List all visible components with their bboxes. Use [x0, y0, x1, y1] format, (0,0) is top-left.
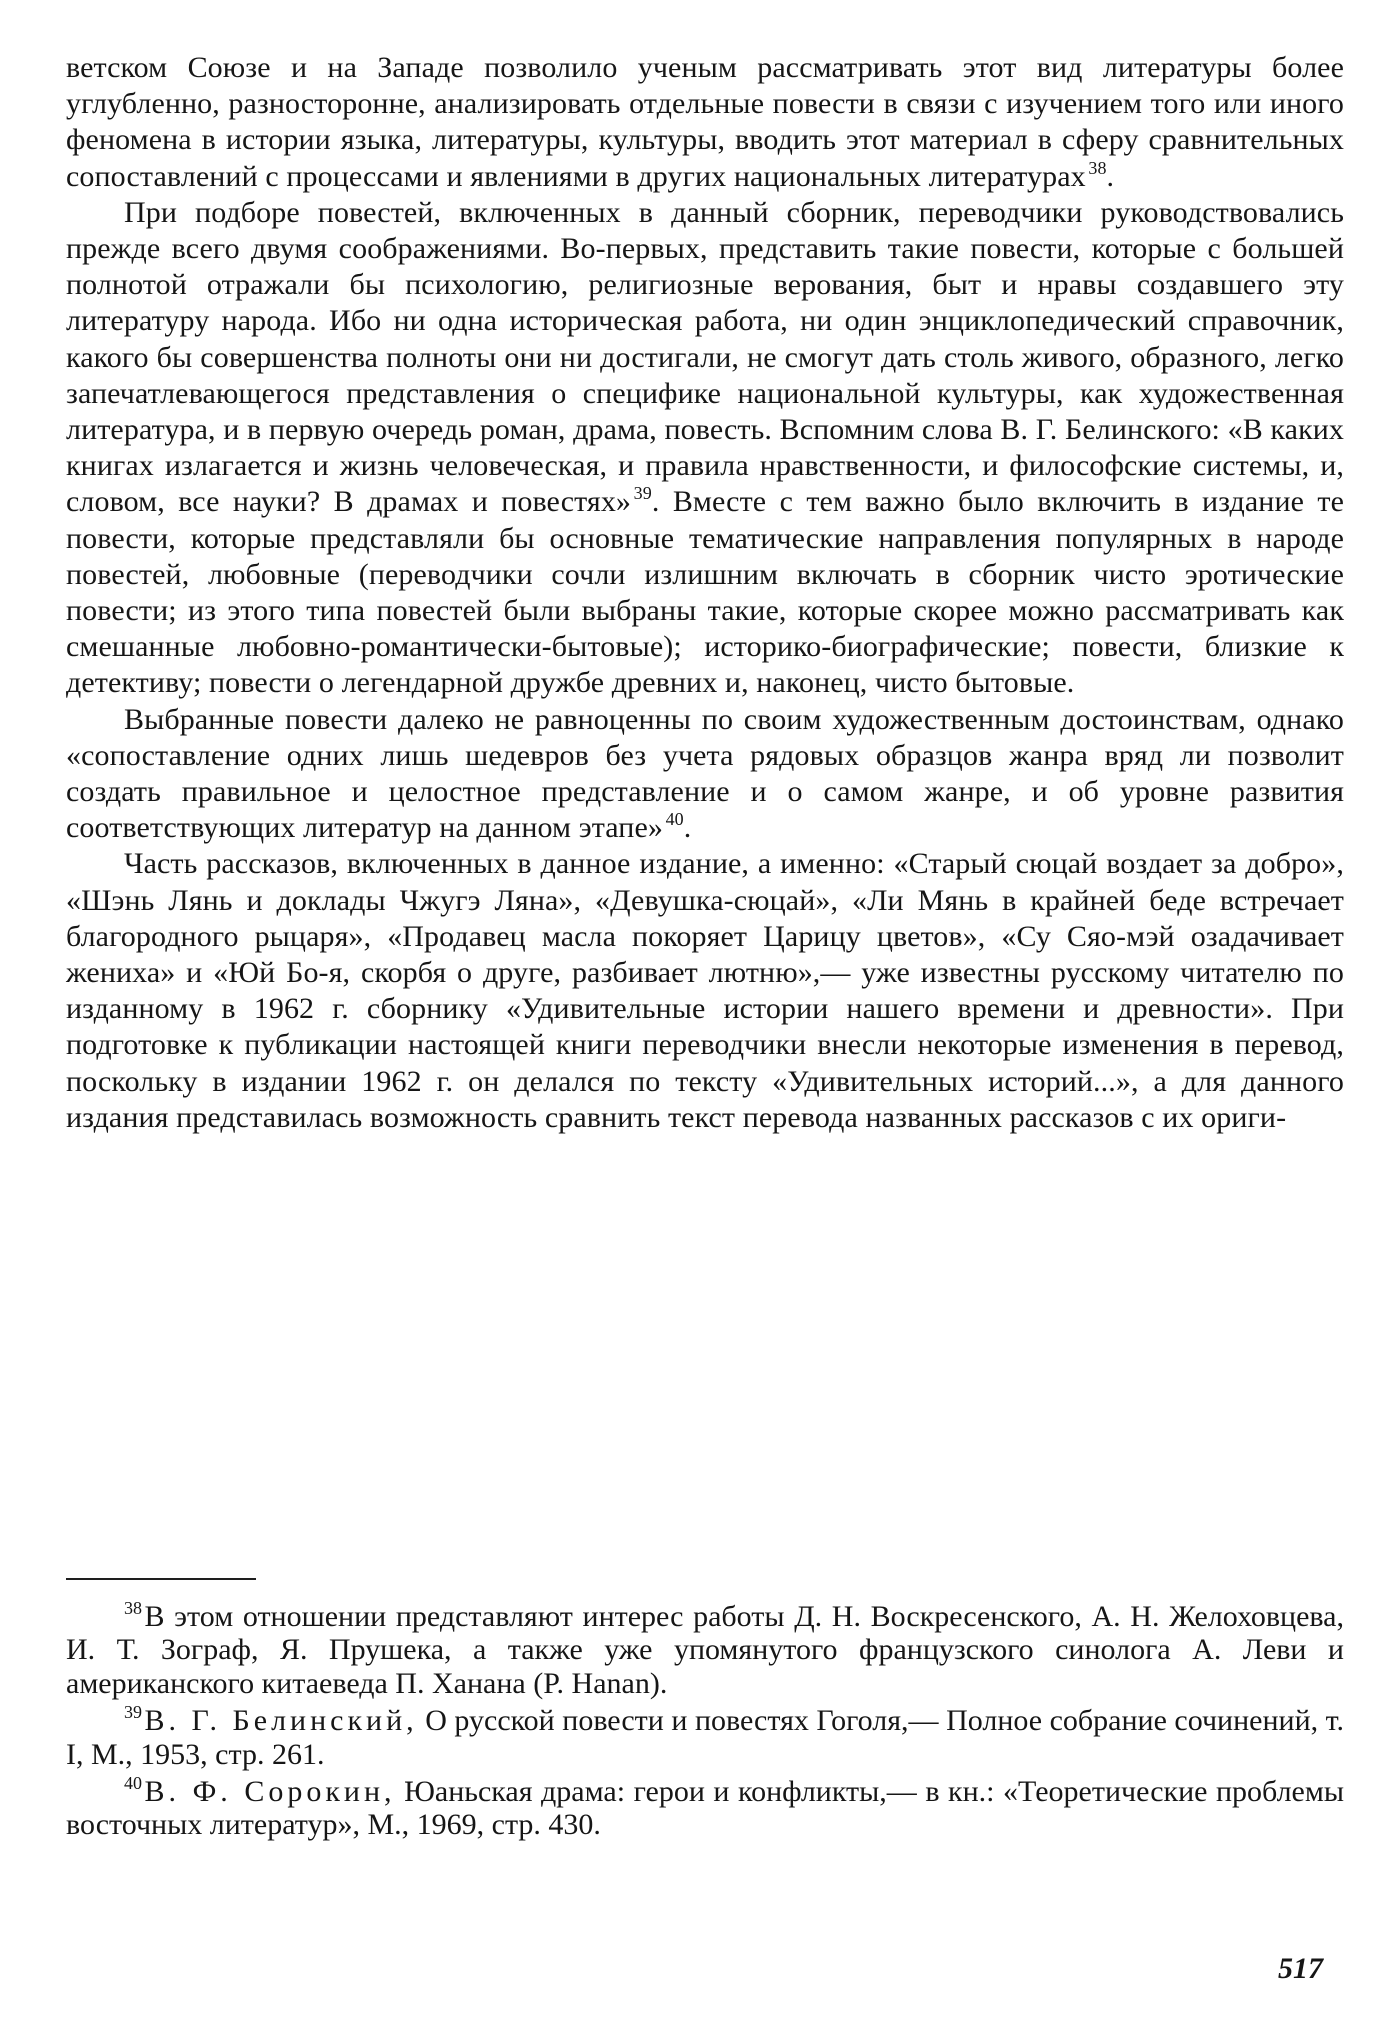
paragraph-4 [66, 846, 1344, 1136]
paragraph-2-tail: . Вместе с тем важно было включить в издание те повести, которые представляли бы основные тематические направления популярных в народе повестей, любовные (переводчики сочли излишним включать в сборник чисто эротические повести; из этого типа повестей были выбраны такие, которые скорее можно рассматривать как смешанные любовно-романтически-бытовые); историко-биографические; повести, близкие к детективу; повести о легендарной дружбе древних и, наконец, чисто бытовые. [66, 485, 1345, 700]
page-number: 517 [1278, 1952, 1323, 1985]
paragraph-1-text: ветском Союзе и на Западе позволило ученым рассматривать этот вид литературы более углубленно, разносторонне, анализировать отдельные повести в связи с изучением того или иного феномена в истории языка, литературы, культуры, вводить этот материал в сферу сравнительных сопоставлений с процессами и явлениями в других национальных литературах [66, 51, 1344, 193]
paragraph-3 [66, 702, 1344, 847]
footnote-ref-40[interactable]: 40 [665, 809, 684, 830]
footnote-number: 38 [124, 1598, 142, 1618]
footnotes [66, 1600, 1344, 1842]
footnote-author: В. Ф. Сорокин, [144, 1775, 396, 1809]
paragraph-1 [66, 50, 1344, 195]
footnote-author: В. Г. Белинский, [144, 1704, 418, 1738]
footnote-separator [66, 1578, 256, 1580]
footnote-38 [66, 1600, 1344, 1700]
footnote-text: В этом отношении представляют интерес работы Д. Н. Воскресенского, А. Н. Желоховцева, И. Т. Зограф, Я. Прушека, а также уже упомянутого французского синолога А. Леви и американского китаеведа П. Ханана (P. Hanan). [66, 1600, 1344, 1700]
footnote-text: О русской повести и повестях Гоголя,— Полное собрание сочинений, т. I, М., 1953, стр. 261. [66, 1704, 1345, 1771]
footnote-40 [66, 1775, 1344, 1842]
paragraph-2-text: При подборе повестей, включенных в данный сборник, переводчики руководствовались прежде всего двумя соображениями. Во-первых, представить такие повести, которые с большей полнотой отражали бы психологию, религиозные верования, быт и нравы создавшего эту литературу народа. Ибо ни одна историческая работа, ни один энциклопедический справочник, какого бы совершенства полноты они ни достигали, не смогут дать столь живого, образного, легко запечатлевающегося представления о специфике национальной культуры, как художественная литература, и в первую очередь роман, драма, повесть. Вспомним слова В. Г. Белинского: «В каких книгах излагается и жизнь человеческая, и правила нравственности, и философские системы, и, словом, все науки? В драмах и повестях» [66, 195, 1344, 519]
footnote-text: Юаньская драма: герои и конфликты,— в кн.: «Теоретические проблемы восточных литератур», М., 1969, стр. 430. [66, 1775, 1344, 1842]
paragraph-3-text: Выбранные повести далеко не равноценны по своим художественным достоинствам, однако «сопоставление одних лишь шедевров без учета рядовых образцов жанра вряд ли позволит создать правильное и целостное представление и о самом жанре, и об уровне развития соответствующих литератур на данном этапе» [66, 702, 1344, 845]
footnote-39 [66, 1704, 1344, 1771]
paragraph-4-text: Часть рассказов, включенных в данное издание, а именно: «Старый сюцай воздает за добро», «Шэнь Лянь и доклады Чжугэ Ляна», «Девушка-сюцай», «Ли Мянь в крайней беде встречает благородного рыцаря», «Продавец масла покоряет Царицу цветов», «Су Сяо-мэй озадачивает жениха» и «Юй Бо-я, скорбя о друге, разбивает лютню»,— уже известны русскому читателю по изданному в 1962 г. сборнику «Удивительные истории нашего времени и древности». При подготовке к публикации настоящей книги переводчики внесли некоторые изменения в перевод, поскольку в издании 1962 г. он делался по тексту «Удивительных историй...», а для данного издания представилась возможность сравнить текст перевода названных рассказов с их ориги- [66, 847, 1344, 1134]
paragraph-1-tail: . [1106, 159, 1115, 193]
footnote-number: 39 [124, 1702, 142, 1723]
main-text [66, 50, 1344, 1136]
footnote-number: 40 [124, 1773, 142, 1794]
paragraph-2 [66, 195, 1344, 702]
paragraph-3-tail: . [683, 811, 692, 845]
footnote-ref-38[interactable]: 38 [1088, 157, 1107, 178]
footnote-ref-39[interactable]: 39 [633, 483, 652, 504]
